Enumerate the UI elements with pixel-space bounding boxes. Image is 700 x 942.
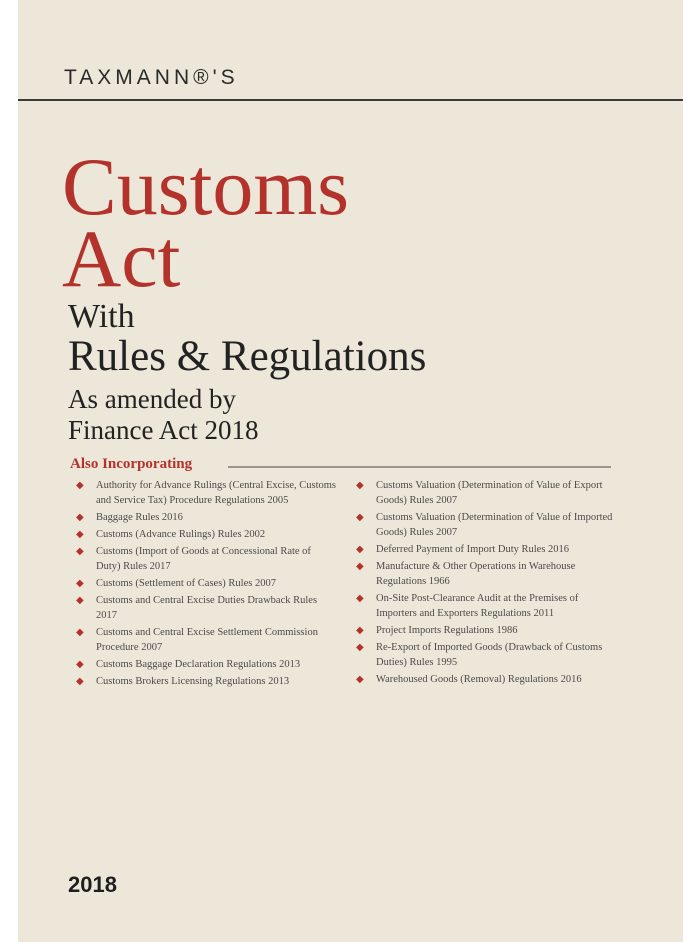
list-item	[74, 544, 336, 574]
bullet-icon: ◆	[76, 546, 84, 557]
subtitle-with: With	[68, 298, 135, 335]
bullet-icon: ◆	[76, 659, 84, 670]
also-heading: Also Incorporating	[70, 456, 193, 472]
bullet-icon: ◆	[356, 480, 364, 491]
list-item-text: Authority for Advance Rulings (Central Excise, Customs and Service Tax) Procedure Regulations 2005	[96, 480, 337, 506]
title-line-1: Customs	[62, 141, 350, 232]
list-item-text: Baggage Rules 2016	[96, 512, 183, 523]
title-line-2: Act	[62, 213, 181, 304]
list-item	[74, 674, 336, 689]
list-item-text: Customs Valuation (Determination of Value of Export Goods) Rules 2007	[376, 480, 603, 506]
bullet-icon: ◆	[356, 642, 364, 653]
also-divider	[228, 466, 611, 468]
list-item	[354, 510, 616, 540]
bullet-icon: ◆	[76, 676, 84, 687]
list-item-text: Manufacture & Other Operations in Warehouse Regulations 1966	[376, 561, 576, 587]
list-item-text: Deferred Payment of Import Duty Rules 2016	[376, 544, 570, 555]
list-item	[354, 478, 616, 508]
list-item	[74, 478, 336, 508]
bullet-icon: ◆	[76, 512, 84, 523]
bullet-icon: ◆	[356, 674, 364, 685]
amended-text	[68, 384, 258, 446]
list-item	[354, 640, 616, 670]
book-cover	[18, 0, 683, 942]
bullet-icon: ◆	[76, 480, 84, 491]
bullet-icon: ◆	[76, 529, 84, 540]
list-item-text: Customs and Central Excise Duties Drawback Rules 2017	[96, 595, 318, 621]
subtitle-rules: Rules & Regulations	[68, 333, 427, 380]
list-item-text: Customs (Advance Rulings) Rules 2002	[96, 529, 266, 540]
list-item-text: Customs Brokers Licensing Regulations 2013	[96, 676, 290, 687]
list-item-text: Customs (Settlement of Cases) Rules 2007	[96, 578, 276, 589]
incorporated-list-left	[74, 478, 336, 691]
list-item-text: Customs (Import of Goods at Concessional Rate of Duty) Rules 2017	[96, 546, 311, 572]
list-item-text: Customs and Central Excise Settlement Commission Procedure 2007	[96, 627, 318, 653]
list-item	[354, 542, 616, 557]
bullet-icon: ◆	[356, 625, 364, 636]
edition-year: 2018	[68, 872, 117, 897]
publisher-brand: TAXMANN®'S	[64, 66, 239, 89]
list-item-text: On-Site Post-Clearance Audit at the Premises of Importers and Exporters Regulations 2011	[376, 593, 579, 619]
amended-line-2: Finance Act 2018	[68, 415, 259, 446]
bullet-icon: ◆	[356, 593, 364, 604]
bullet-icon: ◆	[76, 578, 84, 589]
list-item	[74, 527, 336, 542]
bullet-icon: ◆	[76, 595, 84, 606]
brand-divider	[18, 99, 683, 101]
list-item	[354, 672, 616, 687]
list-item	[74, 593, 336, 623]
list-item	[354, 559, 616, 589]
list-item	[74, 510, 336, 525]
incorporated-list-right	[354, 478, 616, 689]
list-item	[74, 576, 336, 591]
list-item-text: Warehoused Goods (Removal) Regulations 2016	[376, 674, 582, 685]
list-item	[354, 591, 616, 621]
bullet-icon: ◆	[76, 627, 84, 638]
amended-line-1: As amended by	[68, 384, 236, 414]
list-item	[74, 657, 336, 672]
list-item	[74, 625, 336, 655]
list-item-text: Customs Valuation (Determination of Value of Imported Goods) Rules 2007	[376, 512, 613, 538]
bullet-icon: ◆	[356, 544, 364, 555]
list-item-text: Project Imports Regulations 1986	[376, 625, 518, 636]
bullet-icon: ◆	[356, 561, 364, 572]
list-item	[354, 623, 616, 638]
list-item-text: Re-Export of Imported Goods (Drawback of Customs Duties) Rules 1995	[376, 642, 603, 668]
list-item-text: Customs Baggage Declaration Regulations 2013	[96, 659, 301, 670]
bullet-icon: ◆	[356, 512, 364, 523]
